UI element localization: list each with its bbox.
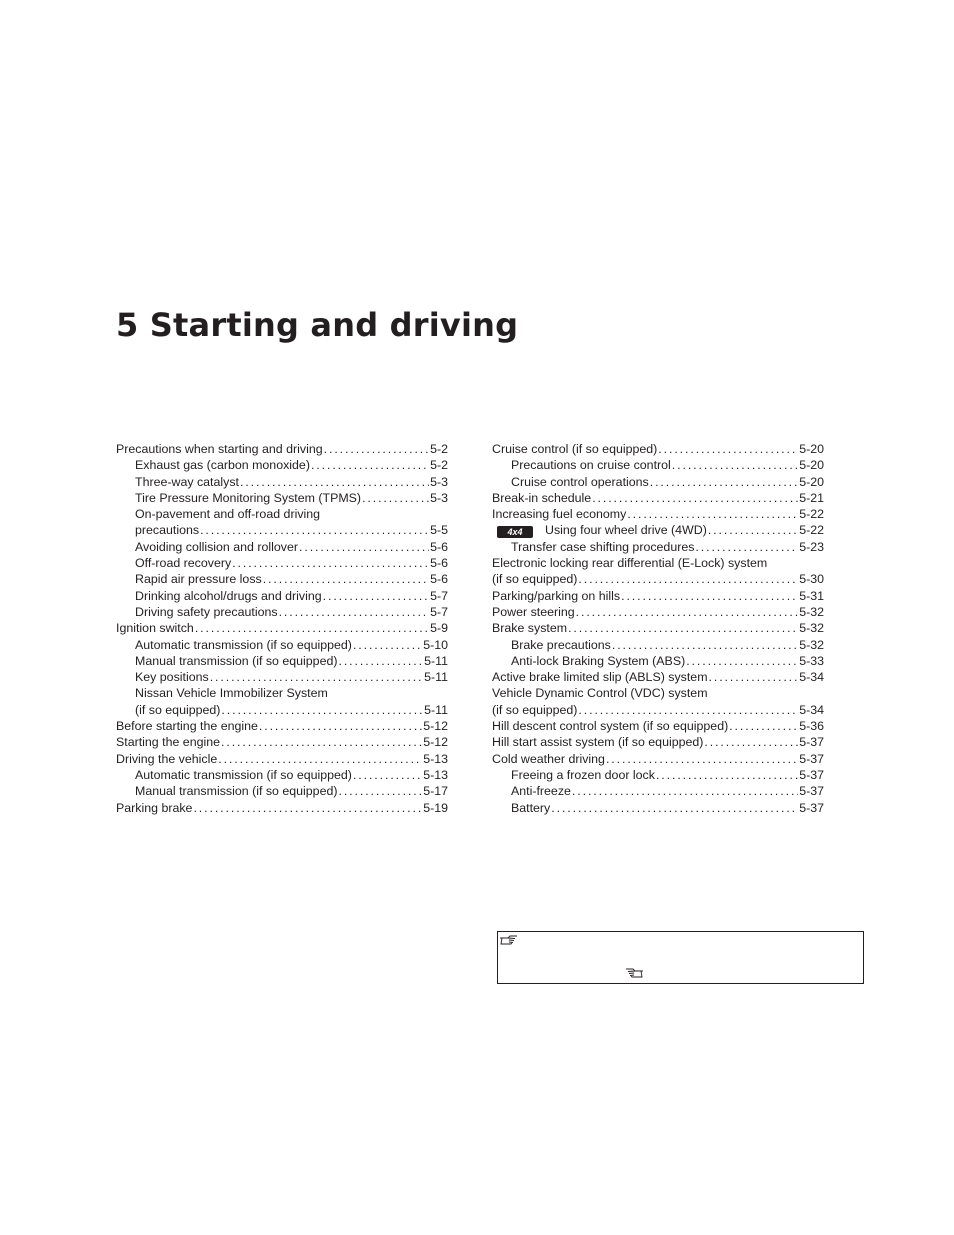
toc-entry-title-text: (if so equipped) bbox=[492, 702, 578, 717]
toc-entry-title bbox=[492, 506, 626, 522]
toc-entry[interactable] bbox=[116, 718, 448, 734]
toc-dot-leader bbox=[193, 800, 422, 816]
toc-dot-leader bbox=[232, 555, 429, 571]
toc-entry-page: 5-37 bbox=[799, 800, 824, 815]
toc-entry-title bbox=[135, 571, 262, 587]
toc-entry-page: 5-5 bbox=[430, 523, 448, 538]
toc-entry[interactable] bbox=[116, 800, 448, 816]
toc-dot-leader bbox=[686, 653, 798, 669]
toc-entry-title bbox=[116, 718, 258, 734]
toc-entry-row bbox=[135, 588, 448, 604]
toc-dot-leader bbox=[650, 474, 798, 490]
toc-entry-title-text: precautions bbox=[135, 523, 200, 538]
toc-entry-title bbox=[135, 539, 298, 555]
toc-entry-title-text: Manual transmission (if so equipped) bbox=[135, 784, 338, 799]
toc-entry-row bbox=[116, 734, 448, 750]
toc-entry-title-text: Drinking alcohol/drugs and driving bbox=[135, 588, 322, 603]
toc-entry-page: 5-9 bbox=[430, 621, 448, 636]
toc-entry-title bbox=[116, 734, 220, 750]
toc-entry-title bbox=[492, 734, 703, 750]
toc-entry-title-text: Brake precautions bbox=[511, 637, 611, 652]
toc-dot-leader bbox=[324, 441, 429, 457]
toc-entry-page: 5-37 bbox=[799, 784, 824, 799]
toc-entry-row bbox=[492, 490, 824, 506]
toc-entry-title-text: Battery bbox=[511, 800, 551, 815]
toc-dot-leader bbox=[279, 604, 430, 620]
toc-entry-page: 5-11 bbox=[424, 670, 448, 685]
toc-entry-page: 5-12 bbox=[423, 735, 448, 750]
toc-dot-leader bbox=[578, 571, 798, 587]
toc-entry-title-line1: On-pavement and off-road driving bbox=[135, 507, 321, 522]
toc-entry[interactable] bbox=[492, 783, 824, 799]
toc-entry-title-text: Anti-freeze bbox=[511, 784, 571, 799]
toc-entry-row bbox=[492, 604, 824, 620]
toc-entry-row bbox=[492, 734, 824, 750]
toc-entry-row bbox=[135, 555, 448, 571]
toc-dot-leader bbox=[568, 620, 798, 636]
toc-entry-title bbox=[492, 588, 620, 604]
toc-entry[interactable] bbox=[116, 783, 448, 799]
toc-entry-title bbox=[135, 702, 220, 718]
toc-column-left bbox=[116, 441, 448, 816]
toc-entry-row bbox=[492, 441, 824, 457]
toc-entry[interactable] bbox=[492, 441, 824, 457]
pointing-hand-reverse-icon bbox=[624, 966, 644, 979]
toc-entry-page: 5-34 bbox=[799, 702, 824, 717]
toc-entry-page: 5-6 bbox=[430, 556, 448, 571]
toc-entry-title-text: Driving the vehicle bbox=[116, 751, 218, 766]
toc-entry[interactable] bbox=[492, 604, 824, 620]
toc-entry-row bbox=[135, 490, 448, 506]
toc-entry[interactable] bbox=[492, 669, 824, 685]
toc-entry[interactable] bbox=[116, 555, 448, 571]
toc-entry[interactable] bbox=[492, 474, 824, 490]
toc-entry-title-line1: Electronic locking rear differential (E-Lock) system bbox=[492, 556, 768, 571]
toc-entry[interactable] bbox=[492, 685, 824, 718]
toc-entry-title bbox=[492, 604, 575, 620]
toc-entry-row bbox=[135, 653, 448, 669]
toc-entry-row bbox=[511, 637, 824, 653]
toc-entry[interactable] bbox=[492, 800, 824, 816]
toc-entry-page: 5-37 bbox=[799, 751, 824, 766]
toc-entry-title bbox=[135, 588, 322, 604]
toc-entry[interactable] bbox=[116, 637, 448, 653]
toc-entry-page: 5-12 bbox=[423, 719, 448, 734]
toc-dot-leader bbox=[576, 604, 799, 620]
toc-entry[interactable] bbox=[492, 620, 824, 636]
toc-dot-leader bbox=[210, 669, 423, 685]
toc-entry[interactable] bbox=[116, 669, 448, 685]
toc-entry-page: 5-31 bbox=[799, 588, 824, 603]
toc-entry-title-text: Three-way catalyst bbox=[135, 474, 239, 489]
toc-entry-title-text: Brake system bbox=[492, 621, 568, 636]
toc-entry-page: 5-33 bbox=[799, 653, 824, 668]
toc-dot-leader bbox=[627, 506, 798, 522]
toc-entry-title-text: Manual transmission (if so equipped) bbox=[135, 653, 338, 668]
toc-entry-row bbox=[135, 539, 448, 555]
toc-entry-title bbox=[492, 702, 577, 718]
toc-entry-title-text: Avoiding collision and rollover bbox=[135, 539, 299, 554]
toc-entry-row bbox=[511, 783, 824, 799]
toc-entry[interactable] bbox=[116, 441, 448, 457]
toc-dot-leader bbox=[551, 800, 798, 816]
toc-column-right bbox=[492, 441, 824, 816]
toc-entry-row bbox=[492, 751, 824, 767]
toc-entry[interactable] bbox=[492, 718, 824, 734]
toc-entry-title-text: Key positions bbox=[135, 670, 209, 685]
toc-entry-title-text: Tire Pressure Monitoring System (TPMS) bbox=[135, 490, 362, 505]
toc-entry-row bbox=[116, 751, 448, 767]
toc-entry-page: 5-32 bbox=[799, 621, 824, 636]
toc-dot-leader bbox=[709, 669, 799, 685]
toc-entry-row bbox=[116, 441, 448, 457]
toc-entry-title bbox=[135, 474, 239, 490]
toc-dot-leader bbox=[708, 522, 798, 538]
toc-entry[interactable] bbox=[492, 490, 824, 506]
toc-dot-leader bbox=[240, 474, 429, 490]
toc-entry-title-text: Power steering bbox=[492, 604, 575, 619]
toc-entry-title-text: Freeing a frozen door lock bbox=[511, 767, 655, 782]
toc-dot-leader bbox=[311, 457, 429, 473]
toc-entry-title bbox=[511, 800, 550, 816]
toc-entry-row bbox=[492, 571, 824, 587]
toc-dot-leader bbox=[263, 571, 429, 587]
toc-entry-title-text: Automatic transmission (if so equipped) bbox=[135, 767, 352, 782]
toc-entry-row bbox=[492, 522, 824, 538]
toc-entry-title bbox=[511, 783, 571, 799]
toc-entry-title bbox=[511, 457, 671, 473]
toc-entry-row bbox=[511, 800, 824, 816]
toc-entry-title-line1: Nissan Vehicle Immobilizer System bbox=[135, 686, 328, 701]
toc-entry-page: 5-6 bbox=[430, 539, 448, 554]
toc-entry-title-text: Cruise control operations bbox=[511, 474, 649, 489]
toc-dot-leader bbox=[656, 767, 798, 783]
toc-entry-page: 5-23 bbox=[799, 539, 824, 554]
toc-entry-row bbox=[135, 767, 448, 783]
toc-entry-page: 5-36 bbox=[799, 719, 824, 734]
toc-entry[interactable] bbox=[116, 539, 448, 555]
toc-entry-page: 5-10 bbox=[423, 637, 448, 652]
toc-entry-title bbox=[135, 604, 278, 620]
toc-entry[interactable] bbox=[116, 457, 448, 473]
toc-entry-row bbox=[511, 653, 824, 669]
toc-entry-title bbox=[135, 637, 352, 653]
toc-entry-row bbox=[511, 767, 824, 783]
toc-entry-title-text: (if so equipped) bbox=[135, 702, 221, 717]
toc-dot-leader bbox=[729, 718, 798, 734]
toc-entry-title-text: Off-road recovery bbox=[135, 556, 232, 571]
toc-entry-row bbox=[116, 718, 448, 734]
toc-entry-title bbox=[135, 522, 199, 538]
toc-entry-row bbox=[135, 474, 448, 490]
toc-entry-title-text: Precautions on cruise control bbox=[511, 458, 671, 473]
toc-entry-title bbox=[492, 571, 577, 587]
pointing-hand-icon bbox=[499, 933, 519, 946]
toc-entry-page: 5-7 bbox=[430, 604, 448, 619]
toc-entry-title-text: Hill descent control system (if so equipped) bbox=[492, 719, 729, 734]
toc-entry-page: 5-3 bbox=[430, 490, 448, 505]
toc-entry[interactable] bbox=[492, 653, 824, 669]
toc-entry-page: 5-6 bbox=[430, 572, 448, 587]
toc-entry-row bbox=[116, 800, 448, 816]
toc-entry-title-text: Break-in schedule bbox=[492, 490, 592, 505]
toc-entry-row bbox=[492, 506, 824, 522]
toc-entry-row bbox=[492, 588, 824, 604]
toc-entry-title bbox=[135, 555, 231, 571]
toc-dot-leader bbox=[353, 637, 422, 653]
four-wheel-drive-badge-icon: 4x4 bbox=[497, 526, 533, 538]
toc-entry[interactable] bbox=[116, 604, 448, 620]
toc-entry-title bbox=[492, 522, 707, 538]
toc-dot-leader bbox=[672, 457, 798, 473]
toc-entry-row bbox=[511, 539, 824, 555]
toc-entry-title bbox=[116, 751, 217, 767]
toc-dot-leader bbox=[621, 588, 798, 604]
toc-entry[interactable] bbox=[116, 506, 448, 539]
toc-entry-page: 5-20 bbox=[799, 474, 824, 489]
toc-entry-page: 5-13 bbox=[423, 751, 448, 766]
toc-dot-leader bbox=[353, 767, 422, 783]
toc-dot-leader bbox=[592, 490, 798, 506]
toc-entry-row bbox=[135, 669, 448, 685]
toc-entry-title bbox=[492, 490, 591, 506]
toc-entry[interactable] bbox=[116, 588, 448, 604]
toc-entry-row bbox=[135, 457, 448, 473]
toc-entry-title bbox=[116, 800, 192, 816]
toc-entry-page: 5-22 bbox=[799, 523, 824, 538]
toc-dot-leader bbox=[695, 539, 798, 555]
toc-entry[interactable] bbox=[116, 734, 448, 750]
toc-entry-title-text: Parking/parking on hills bbox=[492, 588, 621, 603]
toc-dot-leader bbox=[338, 653, 423, 669]
toc-dot-leader bbox=[218, 751, 422, 767]
toc-entry-page: 5-30 bbox=[799, 572, 824, 587]
toc-entry-row bbox=[492, 718, 824, 734]
toc-entry-title bbox=[492, 751, 605, 767]
toc-dot-leader bbox=[658, 441, 798, 457]
toc-dot-leader bbox=[578, 702, 798, 718]
toc-dot-leader bbox=[704, 734, 798, 750]
toc-entry-title-text: (if so equipped) bbox=[492, 572, 578, 587]
toc-entry-page: 5-32 bbox=[799, 637, 824, 652]
toc-entry-title bbox=[135, 490, 361, 506]
toc-entry-row bbox=[492, 669, 824, 685]
toc-entry-title bbox=[492, 620, 567, 636]
toc-dot-leader bbox=[221, 702, 423, 718]
toc-entry[interactable] bbox=[492, 555, 824, 588]
toc-entry-title bbox=[511, 539, 694, 555]
toc-entry[interactable] bbox=[116, 571, 448, 587]
toc-entry-title bbox=[511, 653, 685, 669]
toc-entry-title-text: Cruise control (if so equipped) bbox=[492, 442, 658, 456]
toc-entry-page: 5-11 bbox=[424, 653, 448, 668]
toc-entry-page: 5-17 bbox=[423, 784, 448, 799]
toc-entry[interactable] bbox=[492, 767, 824, 783]
toc-dot-leader bbox=[362, 490, 429, 506]
toc-entry-page: 5-7 bbox=[430, 588, 448, 603]
toc-entry-page: 5-22 bbox=[799, 507, 824, 522]
toc-entry[interactable] bbox=[116, 490, 448, 506]
toc-entry-title-text: Automatic transmission (if so equipped) bbox=[135, 637, 352, 652]
toc-entry[interactable] bbox=[492, 751, 824, 767]
toc-dot-leader bbox=[338, 783, 422, 799]
toc-entry-title-text: Precautions when starting and driving bbox=[116, 442, 323, 456]
toc-entry-row bbox=[116, 620, 448, 636]
toc-entry-row bbox=[511, 457, 824, 473]
toc-entry-row bbox=[135, 783, 448, 799]
toc-entry-title-text: Transfer case shifting procedures bbox=[511, 539, 695, 554]
toc-entry-page: 5-20 bbox=[799, 442, 824, 456]
toc-entry-title-text: Before starting the engine bbox=[116, 719, 258, 734]
toc-entry-title-text: Ignition switch bbox=[116, 621, 194, 636]
toc-entry[interactable] bbox=[492, 734, 824, 750]
toc-dot-leader bbox=[299, 539, 429, 555]
toc-entry-title-text: Parking brake bbox=[116, 800, 193, 815]
toc-dot-leader bbox=[612, 637, 798, 653]
note-box bbox=[497, 931, 864, 984]
toc-entry-row bbox=[135, 604, 448, 620]
toc-entry-title bbox=[116, 620, 194, 636]
toc-entry-page: 5-37 bbox=[799, 767, 824, 782]
toc-entry-page: 5-3 bbox=[430, 474, 448, 489]
toc-entry-title bbox=[511, 637, 611, 653]
toc-entry-title bbox=[135, 767, 352, 783]
toc-entry-row bbox=[135, 637, 448, 653]
toc-entry-title-text: Cold weather driving bbox=[492, 751, 605, 766]
toc-entry-title bbox=[492, 441, 657, 457]
toc-entry-row bbox=[492, 620, 824, 636]
toc-entry-title-text: Active brake limited slip (ABLS) system bbox=[492, 670, 708, 685]
toc-entry-page: 5-2 bbox=[430, 458, 448, 473]
toc-entry-page: 5-11 bbox=[424, 702, 448, 717]
toc-entry[interactable] bbox=[492, 457, 824, 473]
chapter-title: 5 Starting and driving bbox=[116, 306, 519, 344]
toc-entry-title bbox=[511, 767, 655, 783]
toc-entry[interactable] bbox=[116, 767, 448, 783]
toc-entry-title-text: Starting the engine bbox=[116, 735, 221, 750]
toc-entry-title-text: Anti-lock Braking System (ABS) bbox=[511, 653, 686, 668]
toc-entry-title-text: Hill start assist system (if so equipped) bbox=[492, 735, 704, 750]
toc-entry-title bbox=[116, 441, 323, 457]
toc-entry-page: 5-32 bbox=[799, 604, 824, 619]
toc-entry-title bbox=[511, 474, 649, 490]
toc-entry-row bbox=[511, 474, 824, 490]
toc-entry-title bbox=[492, 669, 708, 685]
toc-entry-title-text: Increasing fuel economy bbox=[492, 507, 627, 522]
toc-entry-page: 5-19 bbox=[423, 800, 448, 815]
toc-dot-leader bbox=[259, 718, 422, 734]
toc-entry[interactable] bbox=[492, 522, 824, 538]
toc-entry-page: 5-20 bbox=[799, 458, 824, 473]
toc-entry-row bbox=[135, 702, 448, 718]
toc-entry-page: 5-2 bbox=[430, 442, 448, 456]
toc-dot-leader bbox=[572, 783, 798, 799]
toc-entry-title bbox=[135, 783, 337, 799]
toc-entry-title bbox=[135, 457, 310, 473]
toc-entry[interactable] bbox=[492, 539, 824, 555]
toc-entry[interactable] bbox=[116, 751, 448, 767]
toc-entry-title bbox=[135, 653, 337, 669]
toc-entry[interactable] bbox=[492, 506, 824, 522]
toc-entry-title bbox=[135, 669, 209, 685]
toc-entry-title-text: Exhaust gas (carbon monoxide) bbox=[135, 458, 310, 473]
toc-entry[interactable] bbox=[492, 588, 824, 604]
toc-entry-title-text: Using four wheel drive (4WD) bbox=[545, 523, 707, 538]
toc-entry-page: 5-13 bbox=[423, 767, 448, 782]
toc-entry-row bbox=[135, 522, 448, 538]
toc-entry-title-line1: Vehicle Dynamic Control (VDC) system bbox=[492, 686, 708, 701]
toc-entry-row bbox=[492, 702, 824, 718]
toc-entry-page: 5-34 bbox=[799, 670, 824, 685]
toc-dot-leader bbox=[195, 620, 429, 636]
toc-dot-leader bbox=[200, 522, 429, 538]
toc-entry-title bbox=[492, 718, 728, 734]
toc-entry[interactable] bbox=[116, 653, 448, 669]
toc-entry-page: 5-21 bbox=[799, 490, 824, 505]
toc-entry-row bbox=[135, 571, 448, 587]
toc-dot-leader bbox=[323, 588, 429, 604]
toc-entry-title-text: Driving safety precautions bbox=[135, 604, 278, 619]
toc-dot-leader bbox=[606, 751, 798, 767]
toc-entry[interactable] bbox=[116, 474, 448, 490]
toc-entry-title-text: Rapid air pressure loss bbox=[135, 572, 262, 587]
toc-entry[interactable] bbox=[492, 637, 824, 653]
toc-entry[interactable] bbox=[116, 620, 448, 636]
toc-entry[interactable] bbox=[116, 685, 448, 718]
toc-dot-leader bbox=[221, 734, 422, 750]
toc-entry-page: 5-37 bbox=[799, 735, 824, 750]
